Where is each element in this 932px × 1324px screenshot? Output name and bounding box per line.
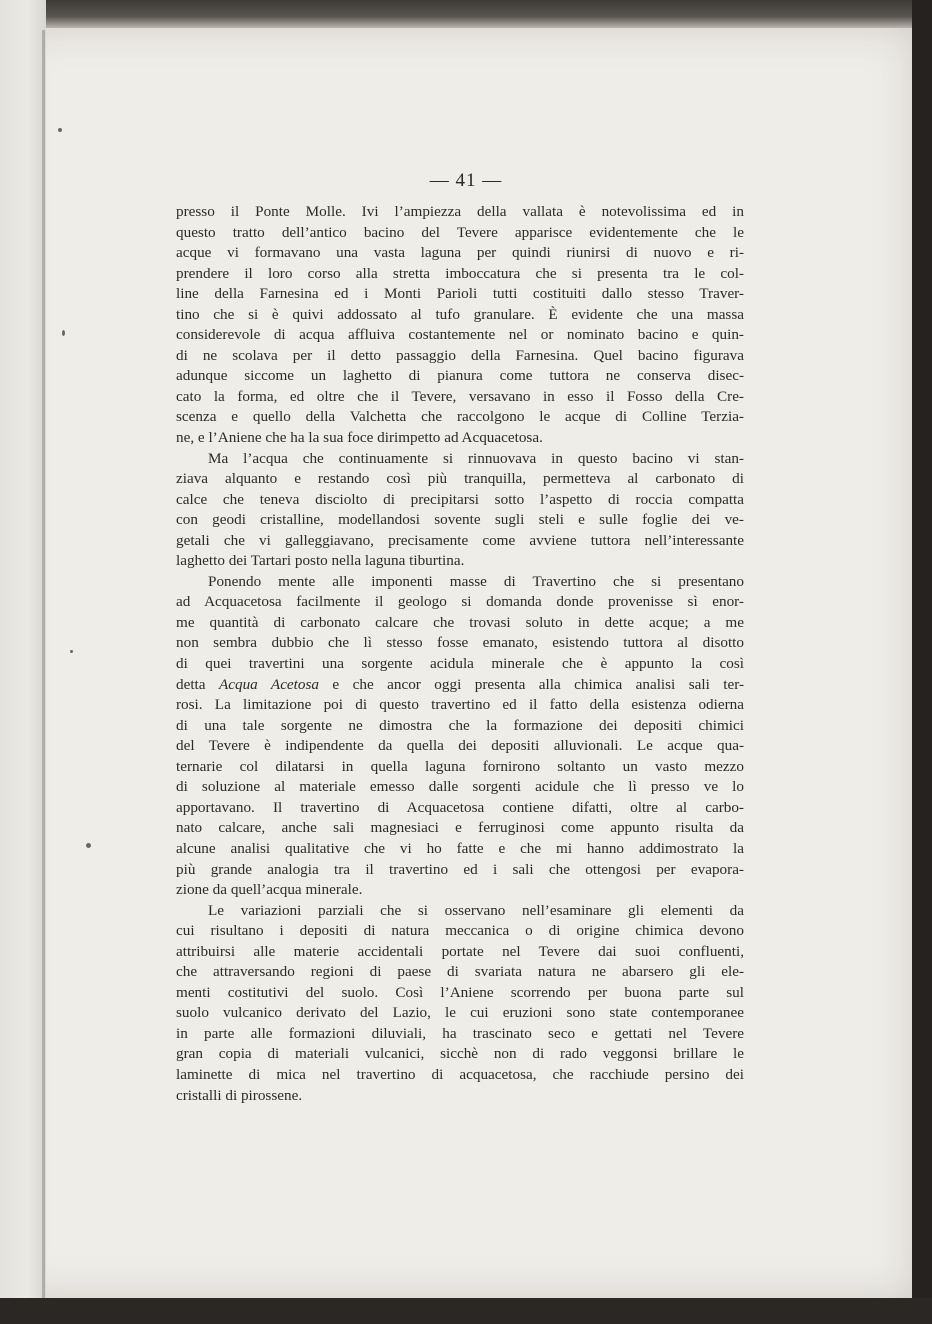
- text-line: del Tevere è indipendente da quella dei depositi alluvionali. Le acque qua-: [176, 737, 744, 755]
- text-line: che attraversando regioni di paese di svariata natura ne abarsero gli ele-: [176, 963, 744, 981]
- page-number: — 41 —: [429, 170, 503, 191]
- text-line: più grande analogia tra il travertino ed i sali che ottengosi per evapora-: [176, 860, 744, 878]
- text-line: ne, e l’Aniene che ha la sua foce dirimpetto ad Acquacetosa.: [176, 429, 543, 447]
- margin-speck: [58, 128, 62, 132]
- scan-right-border: [912, 0, 932, 1324]
- text-line: Ponendo mente alle imponenti masse di Travertino che si presentano: [208, 572, 744, 590]
- text-line: calce che teneva disciolto di precipitarsi sotto l’aspetto di roccia compatta: [176, 490, 744, 508]
- text-line: cui risultano i depositi di natura meccanica o di origine chimica devono: [176, 922, 744, 940]
- text-line: di quei travertini una sorgente acidula minerale che è appunto la così: [176, 655, 744, 673]
- text-line: detta Acqua Acetosa e che ancor oggi presenta alla chimica analisi sali ter-: [176, 675, 744, 693]
- margin-speck: [86, 843, 91, 848]
- text-line: scenza e quello della Valchetta che raccolgono le acque di Colline Terzia-: [176, 408, 744, 426]
- text-line: attribuirsi alle materie accidentali portate nel Tevere dai suoi confluenti,: [176, 942, 744, 960]
- scan-bottom-border: [0, 1298, 932, 1324]
- text-line: gran copia di materiali vulcanici, sicchè non di rado veggonsi brillare le: [176, 1045, 744, 1063]
- text-line: di soluzione al materiale emesso dalle sorgenti acidule che lì presso ve lo: [176, 778, 744, 796]
- text-line: ziava alquanto e restando così più tranquilla, permetteva al carbonato di: [176, 470, 744, 488]
- text-line: rosi. La limitazione poi di questo travertino ed il fatto della esistenza odierna: [176, 696, 744, 714]
- text-line: alcune analisi qualitative che vi ho fatte e che mi hanno addimostrato la: [176, 839, 744, 857]
- text-line: considerevole di acqua affluiva costantemente nel or nominato bacino e quin-: [176, 326, 744, 344]
- text-line: cristalli di pirossene.: [176, 1086, 303, 1104]
- text-line: Ma l’acqua che continuamente si rinnuovava in questo bacino vi stan-: [208, 449, 744, 467]
- text-line: line della Farnesina ed i Monti Parioli tutti costituiti dallo stesso Traver-: [176, 285, 744, 303]
- text-line: prendere il loro corso alla stretta imboccatura che si presenta tra le col-: [176, 264, 744, 282]
- text-line: nato calcare, anche sali magnesiaci e ferruginosi come appunto risulta da: [176, 819, 744, 837]
- text-line: laminette di mica nel travertino di acquacetosa, che racchiude persino dei: [176, 1065, 744, 1083]
- text-line: apportavano. Il travertino di Acquacetosa contiene difatti, oltre al carbo-: [176, 798, 744, 816]
- text-line: laghetto dei Tartari posto nella laguna tiburtina.: [176, 552, 465, 570]
- text-line: me quantità di carbonato calcare che trovasi soluto in dette acque; a me: [176, 613, 744, 631]
- text-line: menti costitutivi del suolo. Così l’Aniene scorrendo per buona parte sul: [176, 983, 744, 1001]
- text-line: acque vi formavano una vasta laguna per quindi riunirsi di nuovo e ri-: [176, 244, 744, 262]
- text-line: con geodi cristalline, modellandosi sovente sugli steli e sulle foglie dei ve-: [176, 511, 744, 529]
- text-line: zione da quell’acqua minerale.: [176, 881, 363, 899]
- margin-speck: [70, 650, 73, 653]
- text-line: questo tratto dell’antico bacino del Tevere apparisce evidentemente che le: [176, 223, 744, 241]
- text-line: suolo vulcanico derivato del Lazio, le cui eruzioni sono state contemporanee: [176, 1004, 744, 1022]
- text-line: adunque siccome un laghetto di pianura come tuttora ne conserva disec-: [176, 367, 744, 385]
- text-line: non sembra dubbio che lì stesso fosse emanato, esistendo tuttora al disotto: [176, 634, 744, 652]
- text-line: cato la forma, ed oltre che il Tevere, versavano in esso il Fosso della Cre-: [176, 387, 744, 405]
- text-line: di una tale sorgente ne dimostra che la formazione dei depositi chimici: [176, 716, 744, 734]
- scan-top-border: [0, 0, 932, 30]
- text-line: in parte alle formazioni diluviali, ha trascinato seco e gettati nel Tevere: [176, 1024, 744, 1042]
- text-line: Le variazioni parziali che si osservano nell’esaminare gli elementi da: [208, 901, 744, 919]
- margin-speck: [62, 330, 65, 336]
- body-text: [176, 202, 744, 1106]
- text-line: tino che si è quivi addossato al tufo granulare. È evidente che una massa: [176, 305, 744, 323]
- text-line: ternarie col dilatarsi in quella laguna fornirono soltanto un vasto mezzo: [176, 757, 744, 775]
- italic-term: Acqua Acetosa: [218, 675, 319, 693]
- text-line: ad Acquacetosa facilmente il geologo si domanda donde provenisse sì enor-: [176, 593, 744, 611]
- text-line: presso il Ponte Molle. Ivi l’ampiezza della vallata è notevolissima ed in: [176, 203, 744, 220]
- text-line: di ne scolava per il detto passaggio della Farnesina. Quel bacino figurava: [176, 346, 744, 364]
- facing-page-edge: [0, 0, 46, 1324]
- book-spine: [42, 30, 45, 1300]
- text-line: getali che vi galleggiavano, precisamente come avviene tuttora nell’interessante: [176, 531, 744, 549]
